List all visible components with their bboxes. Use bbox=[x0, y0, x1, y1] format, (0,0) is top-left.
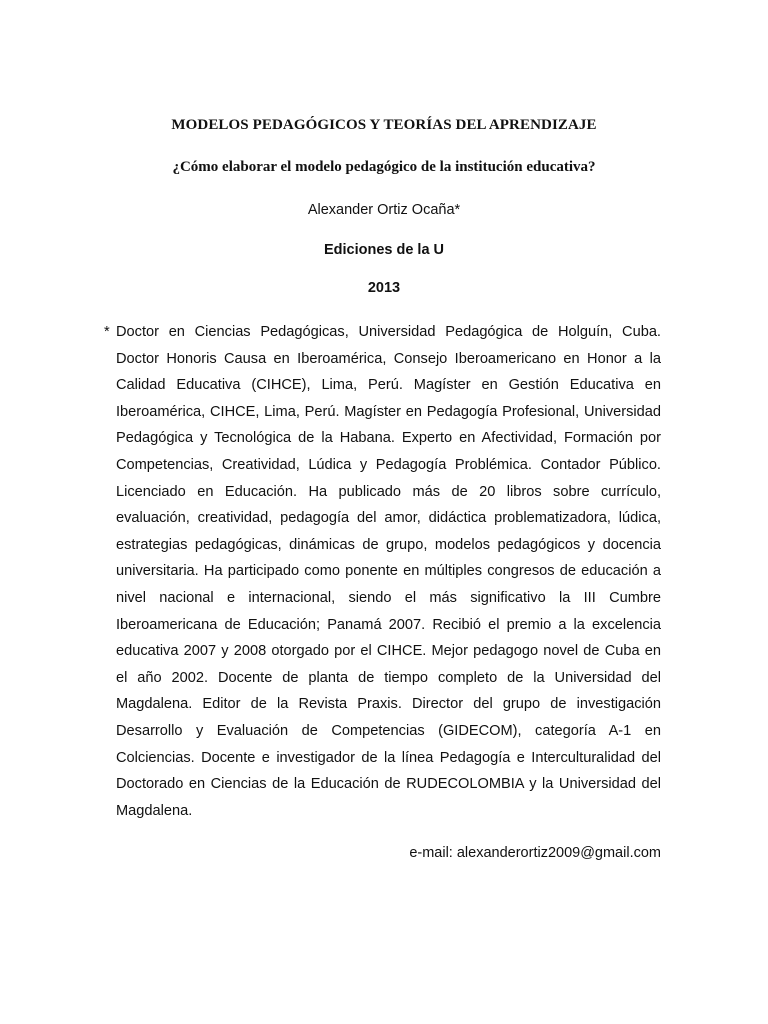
publisher-name: Ediciones de la U bbox=[323, 242, 445, 258]
author-name: Alexander Ortiz Ocaña* bbox=[307, 202, 461, 218]
author-biography: Doctor en Ciencias Pedagógicas, Universidad Pedagógica de Holguín, Cuba. Doctor Honoris Causa en Iberoamérica, Consejo Iberoamericano en Honor a la Calidad Educativa (CIHCE), Lima, Perú. Magíster en Gestión Educativa en Iberoamérica, CIHCE, Lima, Perú. Magíster en Pedagogía Profesional, Universidad Pedagógica y Tecnológica de la Habana. Experto en Afectividad, Formación por Competencias, Creatividad, Lúdica y Pedagogía Problémica. Contador Público. Licenciado en Educación. Ha publicado más de 20 libros sobre currículo, evaluación, creatividad, pedagogía del amor, didáctica problematizadora, lúdica, estrategias pedagógicas, dinámicas de grupo, modelos pedagógicos y docencia universitaria. Ha participado como ponente en múltiples congresos de educación a nivel nacional e internacional, siendo el más significativo la III Cumbre Iberoamericana de Educación; Panamá 2007. Recibió el premio a la excelencia educativa 2007 y 2008 otorgado por el CIHCE. Mejor pedagogo novel de Cuba en el año 2002. Docente de planta de tiempo completo de la Universidad del Magdalena. Editor de la Revista Praxis. Director del grupo de investigación Desarrollo y Evaluación de Competencias (GIDECOM), categoría A-1 en Colciencias. Docente e investigador de la línea Pedagogía e Interculturalidad del Doctorado en Ciencias de la Educación de RUDECOLOMBIA y la Universidad del Magdalena. bbox=[116, 324, 661, 819]
author-email: e-mail: alexanderortiz2009@gmail.com bbox=[409, 845, 661, 861]
footnote-marker: * bbox=[104, 324, 110, 340]
document-title: MODELOS PEDAGÓGICOS Y TEORÍAS DEL APRENDIZAJE bbox=[171, 117, 597, 133]
document-subtitle: ¿Cómo elaborar el modelo pedagógico de la institución educativa? bbox=[172, 159, 596, 175]
publication-year: 2013 bbox=[367, 280, 401, 296]
